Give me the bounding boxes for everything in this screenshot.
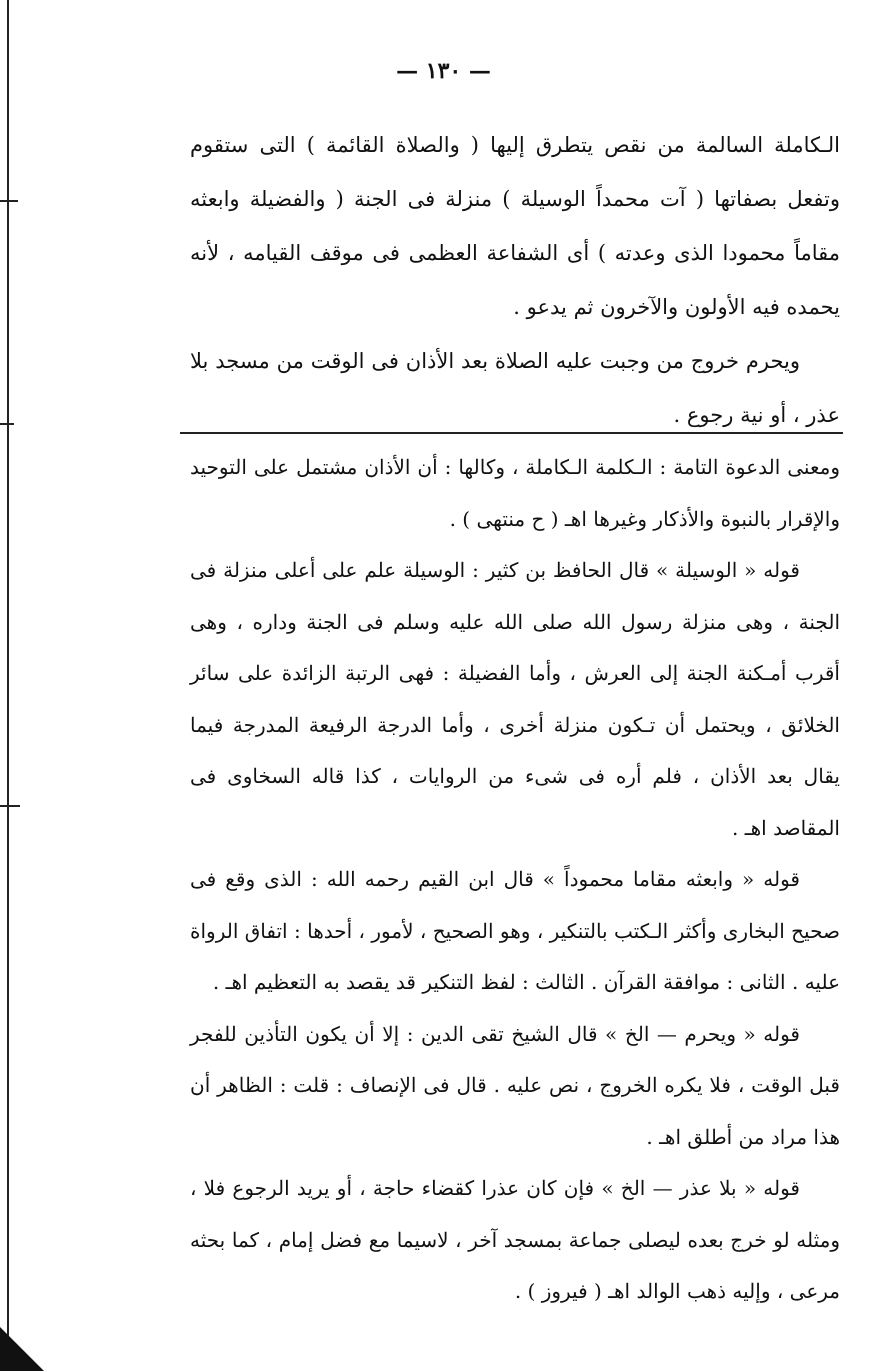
main-paragraph: الـكاملة السالمة من نقص يتطرق إليها ( والصلاة القائمة ) التى ستقوم وتفعل بصفاتها ( آت محمداً الوسيلة ) منزلة فى الجنة ( والفضيلة وابعثه مقاماً محمودا الذى وعدته ) أى الشفاعة العظمى فى موقف القيامه ، لأنه يحمده فيه الأولون والآخرون ثم يدعو . xyxy=(190,133,840,319)
footnote-paragraph: ومعنى الدعوة التامة : الـكلمة الـكاملة ، وكالها : أن الأذان مشتمل على التوحيد والإقرار بالنبوة والأذكار وغيرها اهـ ( ح منتهى ) . xyxy=(190,455,840,531)
main-paragraph: ويحرم خروج من وجبت عليه الصلاة بعد الأذان فى الوقت من مسجد بلا عذر ، أو نية رجوع . xyxy=(190,349,840,427)
footnote-paragraph: قوله « الوسيلة » قال الحافظ بن كثير : الوسيلة علم على أعلى منزلة فى الجنة ، وهى منزلة رسول الله صلى الله عليه وسلم فى الجنة وداره ، وهى أقرب أمـكنة الجنة إلى العرش ، وأما الفضيلة : فهى الرتبة الزائدة على سائر الخلائق ، ويحتمل أن تـكون منزلة أخرى ، وأما الدرجة الرفيعة المدرجة فيما يقال بعد الأذان ، فلم أره فى شىء من الروايات ، كذا قاله السخاوى فى المقاصد اهـ . xyxy=(190,558,840,840)
margin-tick xyxy=(0,805,20,807)
main-text xyxy=(190,118,840,442)
footnotes xyxy=(190,442,840,1318)
footnote-paragraph: قوله « بلا عذر — الخ » فإن كان عذرا كقضاء حاجة ، أو يريد الرجوع فلا ، ومثله لو خرج بعده ليصلى جماعة بمسجد آخر ، لاسيما مع فضل إمام ، كما بحثه مرعى ، وإليه ذهب الوالد اهـ ( فيروز ) . xyxy=(190,1176,840,1303)
page-corner-mark xyxy=(0,1327,44,1371)
page-number: — ١٣٠ — xyxy=(396,58,491,84)
footnote-divider xyxy=(180,432,843,434)
margin-tick xyxy=(0,200,18,202)
footnote-paragraph: قوله « وابعثه مقاما محموداً » قال ابن القيم رحمه الله : الذى وقع فى صحيح البخارى وأكثر الـكتب بالتنكير ، وهو الصحيح ، لأمور ، أحدها : اتفاق الرواة عليه . الثانى : موافقة القرآن . الثالث : لفظ التنكير قد يقصد به التعظيم اهـ . xyxy=(190,867,840,994)
footnote-paragraph: قوله « ويحرم — الخ » قال الشيخ تقى الدين : إلا أن يكون التأذين للفجر قبل الوقت ، فلا يكره الخروج ، نص عليه . قال فى الإنصاف : قلت : الظاهر أن هذا مراد من أطلق اهـ . xyxy=(190,1021,840,1149)
left-margin-rule xyxy=(7,0,9,1371)
margin-tick xyxy=(0,423,14,425)
